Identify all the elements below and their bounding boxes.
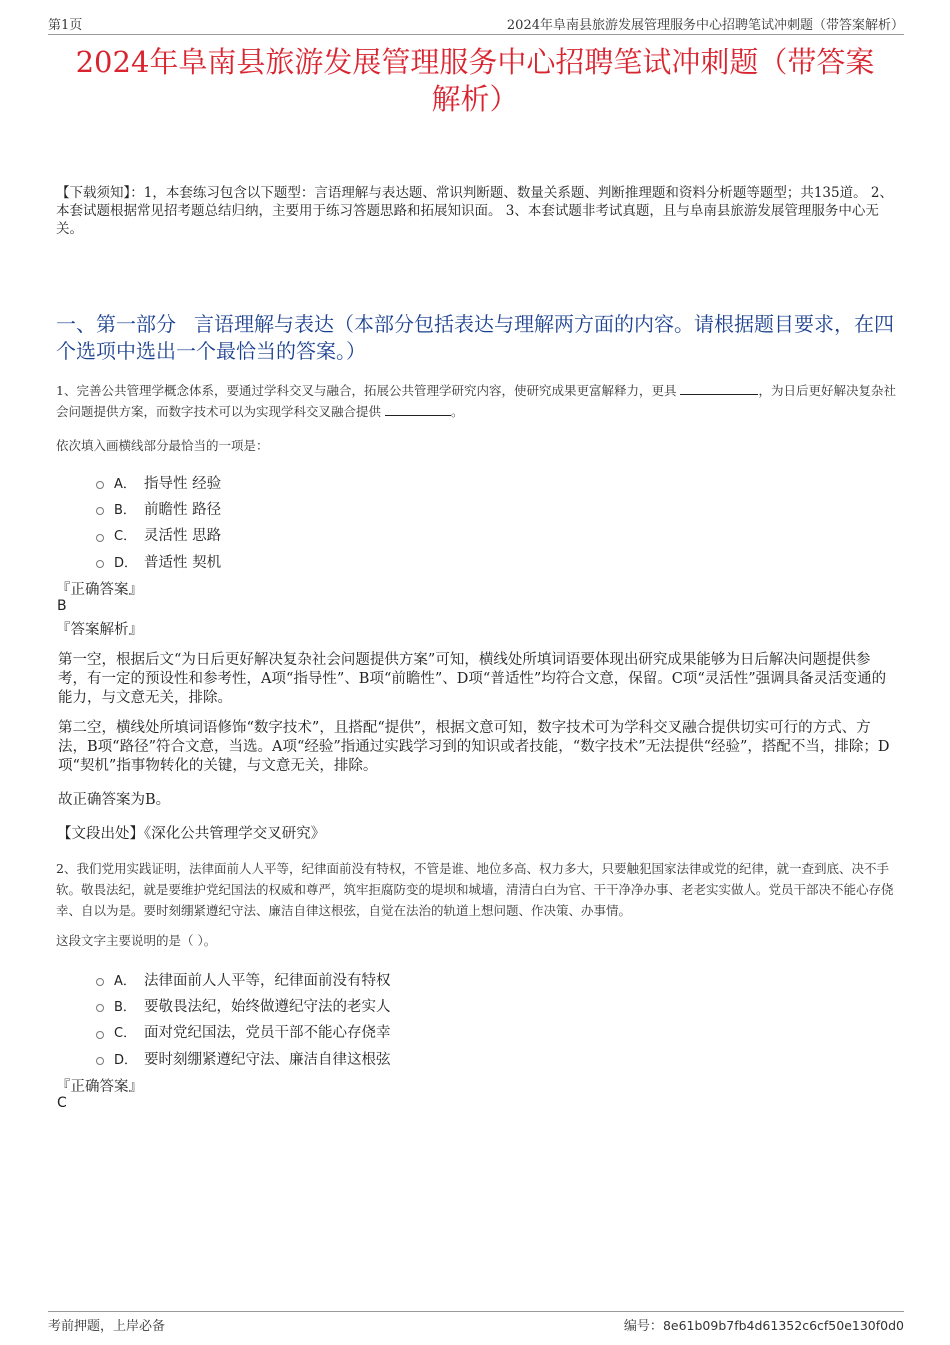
question-1-option-c[interactable] [96, 522, 221, 548]
option-text: 要时刻绷紧遵纪守法、廉洁自律这根弦 [144, 1051, 391, 1068]
page-title [40, 44, 910, 118]
radio-icon[interactable] [96, 1031, 104, 1039]
footer-code-label: 编号： [623, 1319, 663, 1334]
page-number: 第1页 [48, 18, 83, 33]
page-footer [48, 1311, 904, 1334]
question-1-answer-label: 『正确答案』 [56, 582, 143, 598]
option-text: 灵活性 思路 [144, 528, 222, 545]
radio-icon[interactable] [96, 978, 104, 986]
question-1-option-d[interactable] [96, 548, 221, 574]
footer-slogan: 考前押题，上岸必备 [48, 1319, 166, 1334]
question-2-answer: C [57, 1095, 67, 1111]
radio-icon[interactable] [96, 534, 104, 542]
title-line-1: 2024年阜南县旅游发展管理服务中心招聘笔试冲刺题（带答案 [75, 45, 875, 79]
fill-blank-2 [385, 402, 451, 416]
download-notice: 【下载须知】：1，本套练习包含以下题型：言语理解与表达题、常识判断题、数量关系题、判断推理题和资料分析题等题型；共135道。 2、本套试题根据常见招考题总结归纳，主要用于练习答题思路和拓展知识面。 3、本套试题非考试真题，且与阜南县旅游发展管理服务中心无关。 [56, 185, 893, 237]
option-letter: C． [114, 529, 137, 545]
question-1-conclusion: 故正确答案为B。 [58, 792, 171, 808]
option-letter: C． [114, 1026, 137, 1042]
question-1-text-part-a: 1、完善公共管理学概念体系，要通过学科交叉与融合，拓展公共管理学研究内容，使研究成果更富解释力，更具 [56, 383, 677, 398]
footer-code [624, 1315, 904, 1334]
radio-icon[interactable] [96, 1057, 104, 1065]
radio-icon[interactable] [96, 507, 104, 515]
question-2-text: 2、我们党用实践证明，法律面前人人平等，纪律面前没有特权，不管是谁、地位多高、权力多大，只要触犯国家法律或党的纪律，就一查到底、决不手软。敬畏法纪，就是要维护党纪国法的权威和尊严，筑牢拒腐防变的堤坝和城墙，清清白白为官、干干净净办事、老老实实做人。党员干部决不能心存侥幸、自以为是。要时刻绷紧遵纪守法、廉洁自律这根弦，自觉在法治的轨道上想问题、作决策、办事情。 [56, 861, 894, 918]
title-line-2: 解析） [431, 82, 519, 116]
question-2-prompt: 这段文字主要说明的是（ ）。 [56, 933, 217, 948]
option-letter: D． [114, 1052, 138, 1068]
option-text: 法律面前人人平等，纪律面前没有特权 [144, 972, 391, 989]
option-text: 前瞻性 路径 [144, 501, 222, 518]
question-1-prompt: 依次填入画横线部分最恰当的一项是： [56, 438, 269, 453]
question-1-source: 【文段出处】《深化公共管理学交叉研究》 [57, 826, 326, 842]
page-header [48, 12, 904, 35]
question-1-option-a[interactable] [96, 469, 221, 495]
option-text: 面对党纪国法，党员干部不能心存侥幸 [144, 1025, 391, 1042]
question-1-analysis-2: 第二空，横线处所填词语修饰“数字技术”，且搭配“提供”，根据文意可知，数字技术可为学科交叉融合提供切实可行的方式、方法，B项“路径”符合文意，当选。A项“经验”指通过实践学习到的知识或者技能，“数字技术”无法提供“经验”，搭配不当，排除；D项“契机”指事物转化的关键，与文意无关，排除。 [58, 720, 890, 774]
question-1-text-part-c: 。 [451, 404, 464, 419]
question-2-answer-label: 『正确答案』 [56, 1079, 143, 1095]
radio-icon[interactable] [96, 560, 104, 568]
option-letter: B． [114, 999, 136, 1015]
option-letter: D． [114, 555, 138, 571]
option-text: 要敬畏法纪，始终做遵纪守法的老实人 [144, 998, 391, 1015]
question-2-options [96, 966, 391, 1071]
radio-icon[interactable] [96, 481, 104, 489]
section-part: 一、第一部分 [56, 312, 176, 336]
question-2-option-c[interactable] [96, 1019, 391, 1045]
question-1-analysis-1: 第一空，根据后文“为日后更好解决复杂社会问题提供方案”可知，横线处所填词语要体现出研究成果能够为日后解决问题提供参考，有一定的预设性和参考性，A项“指导性”、B项“前瞻性”、D项“普适性”均符合文意，保留。C项“灵活性”强调具备灵活变通的能力，与文意无关，排除。 [58, 652, 887, 706]
question-1-text-part-b: ，为日后更好解决复杂社会问题提供方案，而数字技术可以为实现学科交叉融合提供 [56, 383, 896, 419]
radio-icon[interactable] [96, 1004, 104, 1012]
question-1-text [56, 380, 902, 422]
section-description: 言语理解与表达（本部分包括表达与理解两方面的内容。请根据题目要求，在四个选项中选出一个最恰当的答案。） [56, 312, 894, 363]
option-letter: A． [114, 476, 136, 492]
question-1-options [96, 469, 221, 574]
fill-blank-1 [680, 381, 758, 395]
question-2-option-b[interactable] [96, 992, 391, 1018]
footer-code-value: 8e61b09b7fb4d61352c6cf50e130f0d0 [662, 1318, 904, 1333]
option-letter: A． [114, 973, 136, 989]
question-1-answer: B [57, 598, 67, 614]
section-heading [56, 311, 902, 365]
option-text: 指导性 经验 [144, 475, 222, 492]
question-1-option-b[interactable] [96, 495, 221, 521]
header-doc-title: 2024年阜南县旅游发展管理服务中心招聘笔试冲刺题（带答案解析） [506, 18, 904, 33]
option-letter: B． [114, 502, 136, 518]
question-2-option-d[interactable] [96, 1045, 391, 1071]
question-2-option-a[interactable] [96, 966, 391, 992]
option-text: 普适性 契机 [144, 554, 222, 571]
question-1-analysis-label: 『答案解析』 [56, 622, 143, 638]
